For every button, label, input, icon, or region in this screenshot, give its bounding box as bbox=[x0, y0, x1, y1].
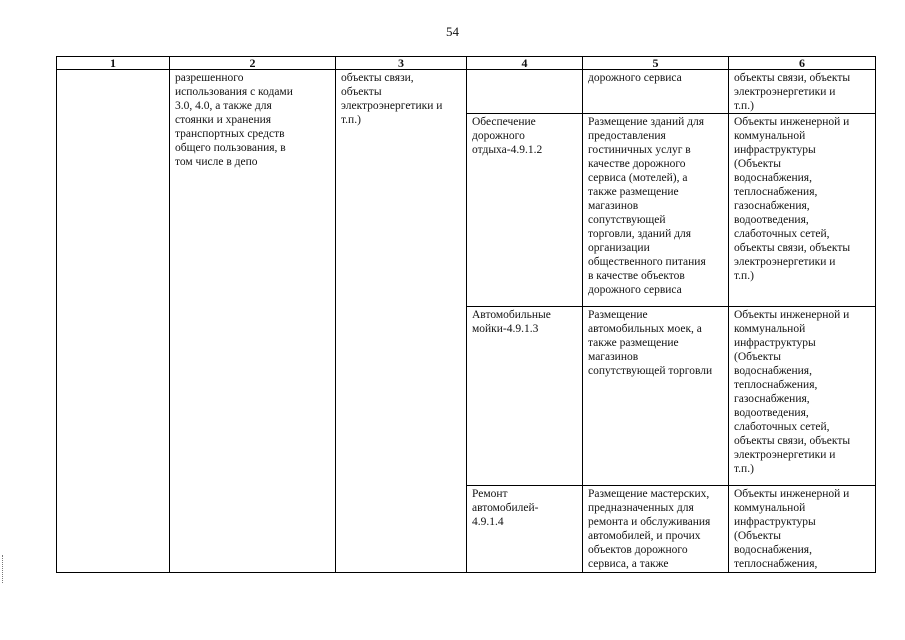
use-description-cell bbox=[583, 114, 729, 307]
use-description: Размещение зданий для предоставления гостиничных услуг в качестве дорожного сервиса (мотелей), а также размещение магазинов сопутствующей торговли, зданий для организации общественного питания в качестве объектов дорожного сервиса bbox=[588, 116, 706, 296]
use-description-cell bbox=[583, 486, 729, 573]
permitted-objects: Объекты инженерной и коммунальной инфраструктуры (Объекты водоснабжения, теплоснабжения, bbox=[734, 488, 850, 570]
permitted-objects-cell bbox=[729, 486, 876, 573]
permitted-objects: Объекты инженерной и коммунальной инфраструктуры (Объекты водоснабжения, теплоснабжения, газоснабжения, водоотведения, слаботочных сетей, объекты связи, объекты электроэнергетики и т.п.) bbox=[734, 116, 851, 282]
scan-margin-mark bbox=[2, 555, 7, 583]
permitted-objects-cell bbox=[729, 307, 876, 486]
table-header-row bbox=[57, 57, 876, 70]
header-col-2: 2 bbox=[170, 57, 336, 70]
use-description: Размещение мастерских, предназначенных для ремонта и обслуживания автомобилей, и прочих объектов дорожного сервиса, а также bbox=[588, 488, 711, 570]
use-type-cell bbox=[467, 307, 583, 486]
use-description: Размещение автомобильных моек, а также размещение магазинов сопутствующей торговли bbox=[588, 309, 713, 377]
header-col-6: 6 bbox=[729, 57, 876, 70]
use-description-cell bbox=[583, 307, 729, 486]
header-col-5: 5 bbox=[583, 57, 729, 70]
infrastructure-cell bbox=[336, 70, 467, 573]
use-type-cell bbox=[467, 486, 583, 573]
main-use-cell bbox=[170, 70, 336, 573]
use-description: дорожного сервиса bbox=[588, 72, 682, 84]
main-use-text: разрешенного использования с кодами 3.0, 4.0, а также для стоянки и хранения транспортных средств общего пользования, в том числе в депо bbox=[175, 72, 293, 168]
use-type-name: Автомобильные мойки-4.9.1.3 bbox=[472, 309, 551, 335]
header-col-4: 4 bbox=[467, 57, 583, 70]
use-type-cell bbox=[467, 70, 583, 114]
use-description-cell bbox=[583, 70, 729, 114]
use-type-cell bbox=[467, 114, 583, 307]
header-col-1: 1 bbox=[57, 57, 170, 70]
use-type-name: Ремонт автомобилей- 4.9.1.4 bbox=[472, 488, 539, 528]
use-type-name: Обеспечение дорожного отдыха-4.9.1.2 bbox=[472, 116, 543, 156]
permitted-objects-cell bbox=[729, 70, 876, 114]
permitted-objects: Объекты инженерной и коммунальной инфраструктуры (Объекты водоснабжения, теплоснабжения, газоснабжения, водоотведения, слаботочных сетей, объекты связи, объекты электроэнергетики и т.п.) bbox=[734, 309, 851, 475]
permitted-objects-cell bbox=[729, 114, 876, 307]
zone-code-cell bbox=[57, 70, 170, 573]
page-number: 54 bbox=[446, 24, 459, 39]
permitted-objects: объекты связи, объекты электроэнергетики и т.п.) bbox=[734, 72, 851, 112]
zoning-table bbox=[56, 56, 876, 573]
header-col-3: 3 bbox=[336, 57, 467, 70]
infrastructure-text: объекты связи, объекты электроэнергетики и т.п.) bbox=[341, 72, 443, 126]
table-row bbox=[57, 70, 876, 114]
